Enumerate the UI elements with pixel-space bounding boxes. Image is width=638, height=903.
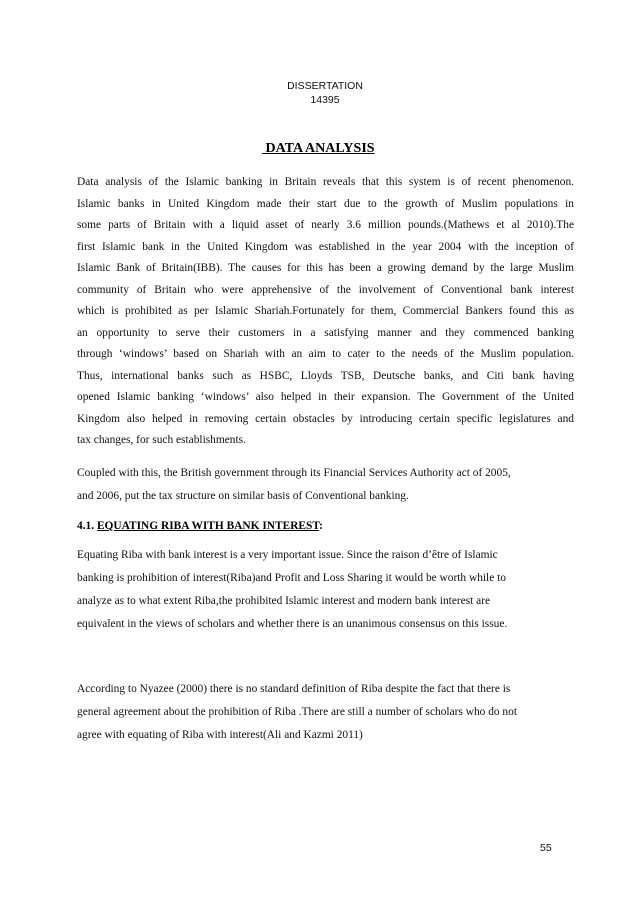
paragraph-line: analyze as to what extent Riba,the prohibited Islamic interest and modern bank interest are <box>77 595 491 607</box>
paragraph-line: an opportunity to serve their customers in a satisfying manner and they commenced banking <box>77 326 574 339</box>
paragraph-line: and 2006, put the tax structure on similar basis of Conventional banking. <box>77 490 409 502</box>
subsection-title: EQUATING RIBA WITH BANK INTEREST <box>96 520 320 532</box>
page-number: 55 <box>540 842 552 854</box>
paragraph-line: Data analysis of the Islamic banking in Britain reveals that this system is of recent phenomenon. <box>77 176 574 188</box>
paragraph-line: banking is prohibition of interest(Riba)and Profit and Loss Sharing it would be worth while to <box>77 572 506 584</box>
paragraph-line: Islamic banks in United Kingdom made their start due to the growth of Muslim populations in <box>77 197 574 210</box>
paragraph-line: agree with equating of Riba with interest(Ali and Kazmi 2011) <box>77 729 363 741</box>
paragraph-line: Islamic Bank of Britain(IBB). The causes for this has been a growing demand by the large Muslim <box>77 262 574 274</box>
header-dissertation-label: DISSERTATION <box>287 80 363 92</box>
paragraph-line: Thus, international banks such as HSBC, Lloyds TSB, Deutsche banks, and Citi bank having <box>77 369 574 382</box>
paragraph-riba <box>77 544 574 636</box>
paragraph-line: some parts of Britain with a liquid asset of nearly 3.6 million pounds.(Mathews et al 2010).The <box>77 219 574 231</box>
paragraph-nyazee <box>77 678 574 747</box>
paragraph-intro <box>77 172 574 452</box>
subsection-colon: : <box>319 520 323 532</box>
paragraph-line: general agreement about the prohibition of Riba .There are still a number of scholars who do not <box>77 706 517 718</box>
subsection-number: 4.1. <box>77 520 97 532</box>
subsection-heading <box>77 520 323 532</box>
paragraph-line: Kingdom also helped in removing certain obstacles by introducing certain specific legislatures and <box>77 412 574 425</box>
paragraph-line: Equating Riba with bank interest is a very important issue. Since the raison d’être of Islamic <box>77 549 498 561</box>
header-student-id: 14395 <box>310 94 340 106</box>
paragraph-line: which is prohibited as per Islamic Shariah.Fortunately for them, Commercial Bankers found this as <box>77 305 574 317</box>
paragraph-line: through ‘windows’ based on Shariah with an aim to cater to the needs of the Muslim population. <box>77 348 574 360</box>
paragraph-line: Coupled with this, the British government through its Financial Services Authority act of 2005, <box>77 467 511 479</box>
paragraph-line: tax changes, for such establishments. <box>77 434 246 446</box>
paragraph-tax <box>77 462 574 508</box>
paragraph-line: first Islamic bank in the United Kingdom was established in the year 2004 with the inception of <box>77 240 574 253</box>
paragraph-line: equivalent in the views of scholars and whether there is an unanimous consensus on this issue. <box>77 618 508 630</box>
section-title: DATA ANALYSIS <box>262 141 375 156</box>
paragraph-line: community of Britain who were apprehensive of the involvement of Conventional bank interest <box>77 283 574 296</box>
paragraph-line: opened Islamic banking ‘windows’ also helped in their expansion. The Government of the United <box>77 391 574 403</box>
paragraph-line: According to Nyazee (2000) there is no standard definition of Riba despite the fact that there is <box>77 683 511 695</box>
